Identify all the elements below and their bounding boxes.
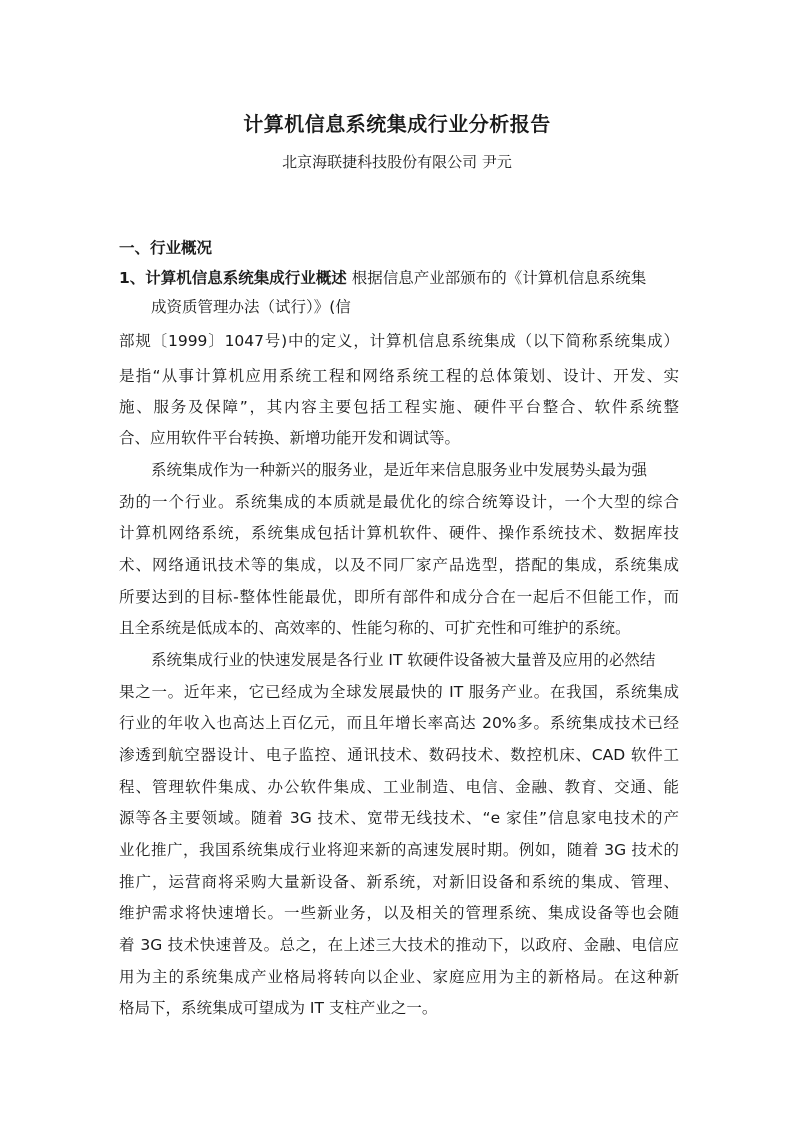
- paragraph-line: 合、应用软件平台转换、新增功能开发和调试等。: [119, 429, 461, 447]
- paragraph-line: 推广，运营商将采购大量新设备、新系统，对新旧设备和系统的集成、管理、: [119, 873, 679, 891]
- paragraph-line: 劲的一个行业。系统集成的本质就是最优化的综合统筹设计，一个大型的综合: [119, 493, 679, 511]
- paragraph-line: 且全系统是低成本的、高效率的、性能匀称的、可扩充性和可维护的系统。: [119, 619, 631, 637]
- subsection-text: 根据信息产业部颁布的《计算机信息系统集: [346, 269, 647, 287]
- paragraph-line: 着 3G 技术快速普及。总之，在上述三大技术的推动下，以政府、金融、电信应: [119, 936, 679, 954]
- paragraph-line: 部规〔1999〕1047号)中的定义，计算机信息系统集成（以下简称系统集成）: [119, 332, 679, 350]
- paragraph-line: 系统集成行业的快速发展是各行业 IT 软硬件设备被大量普及应用的必然结: [151, 651, 656, 669]
- document-title: 计算机信息系统集成行业分析报告: [243, 112, 551, 136]
- document-author: 北京海联捷科技股份有限公司 尹元: [282, 153, 512, 171]
- section-heading: 一、行业概况: [119, 239, 213, 257]
- paragraph-line: 维护需求将快速增长。一些新业务，以及相关的管理系统、集成设备等也会随: [119, 904, 679, 922]
- paragraph-line: 是指“从事计算机应用系统工程和网络系统工程的总体策划、设计、开发、实: [119, 367, 679, 385]
- paragraph-line: 程、管理软件集成、办公软件集成、工业制造、电信、金融、教育、交通、能: [119, 778, 679, 796]
- paragraph-line: 行业的年收入也高达上百亿元，而且年增长率高达 20%多。系统集成技术已经: [119, 714, 679, 732]
- paragraph-line: 计算机网络系统，系统集成包括计算机软件、硬件、操作系统技术、数据库技: [119, 524, 679, 542]
- paragraph-line: 术、网络通讯技术等的集成，以及不同厂家产品选型，搭配的集成，系统集成: [119, 556, 679, 574]
- paragraph-line: 业化推广，我国系统集成行业将迎来新的高速发展时期。例如，随着 3G 技术的: [119, 841, 679, 859]
- paragraph-line: 施、服务及保障”，其内容主要包括工程实施、硬件平台整合、软件系统整: [119, 398, 679, 416]
- paragraph-line: 所要达到的目标-整体性能最优，即所有部件和成分合在一起后不但能工作，而: [119, 588, 679, 606]
- subsection-label: 1、计算机信息系统集成行业概述: [119, 269, 347, 287]
- paragraph-line: 成资质管理办法（试行）》(信: [151, 298, 351, 316]
- paragraph-line: 源等各主要领域。随着 3G 技术、宽带无线技术、“e 家佳”信息家电技术的产: [119, 809, 679, 827]
- paragraph-line: 用为主的系统集成产业格局将转向以企业、家庭应用为主的新格局。在这种新: [119, 968, 679, 986]
- paragraph-line: 格局下，系统集成可望成为 IT 支柱产业之一。: [119, 999, 438, 1017]
- paragraph-line: 系统集成作为一种新兴的服务业，是近年来信息服务业中发展势头最为强: [151, 461, 648, 479]
- subsection-first-line: [119, 268, 679, 288]
- paragraph-line: 果之一。近年来，它已经成为全球发展最快的 IT 服务产业。在我国，系统集成: [119, 683, 679, 701]
- paragraph-line: 渗透到航空器设计、电子监控、通讯技术、数码技术、数控机床、CAD 软件工: [119, 746, 679, 764]
